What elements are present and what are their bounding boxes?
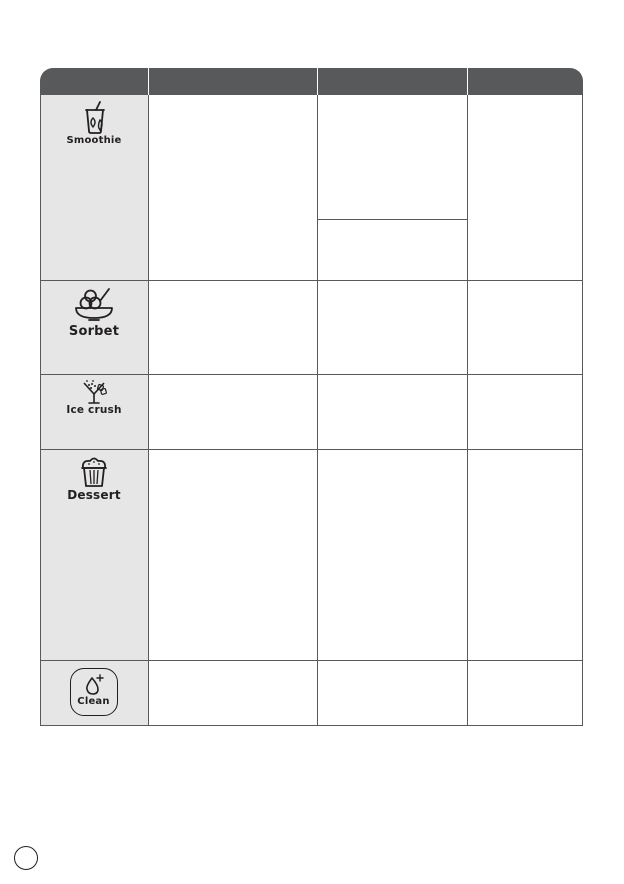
program-label-smoothie: Smoothie [66,135,122,146]
sorbet-program [40,287,148,339]
smoothie-cup-icon [79,100,109,136]
smoothie-program [40,100,148,146]
clean-drop-icon [82,674,106,696]
ice-crush-glass-icon [79,379,109,405]
sorbet-bowl-icon [71,287,117,323]
ice-crush-program [40,379,148,416]
table-header [40,68,583,95]
header-cell-4 [468,68,583,95]
programs-table [40,68,583,726]
page-number-badge [14,846,38,870]
program-label-clean: Clean [77,696,110,707]
clean-button-outline [70,668,118,716]
clean-program [40,668,148,716]
header-cell-2 [149,68,317,95]
dessert-program [40,455,148,502]
program-label-sorbet: Sorbet [68,324,120,339]
program-label-dessert: Dessert [67,488,121,502]
dessert-cupcake-icon [77,455,111,489]
header-cell-3 [318,68,467,95]
program-label-ice-crush: Ice crush [66,404,122,416]
header-cell-program [40,68,148,95]
